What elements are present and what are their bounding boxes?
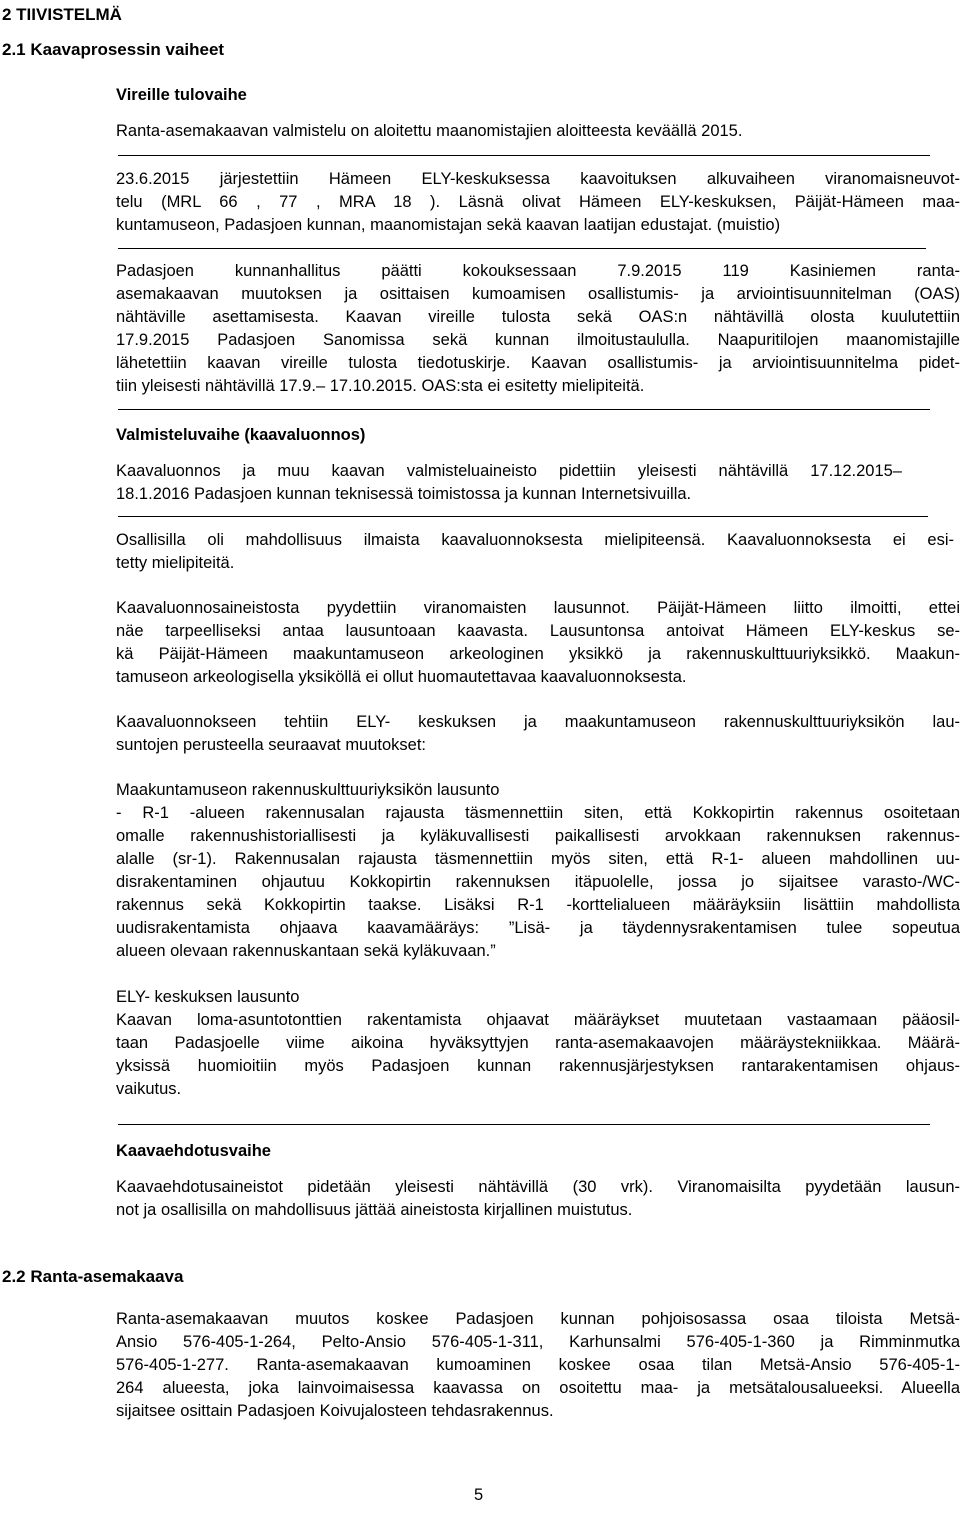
paragraph-line: Padasjoen kunnanhallitus päätti kokouksessaan 7.9.2015 119 Kasiniemen ranta-: [116, 262, 960, 280]
paragraph-line: disrakentaminen ohjautuu Kokkopirtin rakennuksen itäpuolelle, jossa jo sijaitsee varasto-/WC-: [116, 873, 960, 891]
paragraph-line: telu (MRL 66 , 77 , MRA 18 ). Läsnä olivat Hämeen ELY-keskuksen, Päijät-Hämeen maa-: [116, 193, 960, 211]
paragraph-line: Kaavaehdotusaineistot pidetään yleisesti nähtävillä (30 vrk). Viranomaisilta pyydetään lausun-: [116, 1178, 960, 1196]
separator-line: [118, 1124, 930, 1125]
paragraph-line: taan Padasjoelle viime aikoina hyväksyttyjen ranta-asemakaavojen määräystekniikkaa. Määrä-: [116, 1034, 960, 1052]
separator-line: [118, 155, 930, 156]
paragraph-line: - R-1 -alueen rakennusalan rajausta täsmennettiin siten, että Kokkopirtin rakennus osoitetaan: [116, 804, 960, 822]
separator-line: [118, 248, 926, 249]
paragraph-line: Kaavaluonnos ja muu kaavan valmisteluaineisto pidettiin yleisesti nähtävillä 17.12.2015–: [116, 462, 902, 480]
paragraph-line: vaikutus.: [116, 1080, 182, 1098]
paragraph-line: nähtäville asettamisesta. Kaavan vireille tulosta sekä OAS:n nähtävillä olosta kuulutettiin: [116, 308, 960, 326]
paragraph-line: Ranta-asemakaavan muutos koskee Padasjoen kunnan pohjoisosassa osaa tiloista Metsä-: [116, 1310, 960, 1328]
paragraph-line: uudisrakentamista ohjaava kaavamääräys: ”Lisä- ja täydennysrakentamisen tulee sopeutua: [116, 919, 960, 937]
paragraph-line: tiin yleisesti nähtävillä 17.9.– 17.10.2015. OAS:sta ei esitetty mielipiteitä.: [116, 377, 645, 395]
page-number: 5: [474, 1486, 484, 1504]
paragraph-line: kuntamuseon, Padasjoen kunnan, maanomistajan sekä kaavan laatijan edustajat. (muistio): [116, 216, 781, 234]
paragraph-line: sijaitsee osittain Padasjoen Koivujalosteen tehdasrakennus.: [116, 1402, 554, 1420]
subsection-title-valmistelu: Valmisteluvaihe (kaavaluonnos): [116, 426, 366, 444]
subsection-title-vireille: Vireille tulovaihe: [116, 86, 247, 104]
paragraph-line: suntojen perusteella seuraavat muutokset:: [116, 736, 427, 754]
paragraph-line: 18.1.2016 Padasjoen kunnan teknisessä toimistossa ja kunnan Internetsivuilla.: [116, 485, 692, 503]
separator-line: [118, 516, 928, 517]
paragraph-line: tetty mielipiteitä.: [116, 554, 235, 572]
paragraph-line: yksissä huomioitiin myös Padasjoen kunnan rakennusjärjestyksen rantarakentamisen ohjaus-: [116, 1057, 960, 1075]
paragraph-line: Ansio 576-405-1-264, Pelto-Ansio 576-405-1-311, Karhunsalmi 576-405-1-360 ja Rimminmutka: [116, 1333, 960, 1351]
paragraph-line: lähetettiin kaavan vireille tulosta tiedotuskirje. Kaavan osallistumis- ja arviointisuunnitelma pidet-: [116, 354, 960, 372]
paragraph-line: ELY- keskuksen lausunto: [116, 988, 300, 1006]
paragraph-line: omalle rakennushistoriallisesti ja kyläkuvallisesti paikallisesti arvokkaan rakennuksen rakennus-: [116, 827, 960, 845]
paragraph-line: Kaavaluonnokseen tehtiin ELY- keskuksen ja maakuntamuseon rakennuskulttuuriyksikön lau-: [116, 713, 960, 731]
paragraph-line: Osallisilla oli mahdollisuus ilmaista kaavaluonnoksesta mielipiteensä. Kaavaluonnoksesta ei esi-: [116, 531, 954, 549]
paragraph-line: 17.9.2015 Padasjoen Sanomissa sekä kunnan ilmoitustaululla. Naapuritilojen maanomistajille: [116, 331, 960, 349]
paragraph-line: asemakaavan muutoksen ja osittaisen kumoamisen osallistumis- ja arviointisuunnitelman (OAS): [116, 285, 960, 303]
paragraph-line: alueen olevaan rakennuskantaan sekä kyläkuvaan.”: [116, 942, 496, 960]
paragraph-line: tamuseon arkeologisella yksiköllä ei ollut huomautettavaa kaavaluonnoksesta.: [116, 668, 687, 686]
section-heading-2-2: 2.2 Ranta-asemakaava: [2, 1267, 184, 1286]
paragraph-line: näe tarpeelliseksi antaa lausuntoaan kaavasta. Lausuntonsa antoivat Hämeen ELY-keskus se-: [116, 622, 960, 640]
paragraph-line: not ja osallisilla on mahdollisuus jättää aineistosta kirjallinen muistutus.: [116, 1201, 633, 1219]
paragraph-line: Maakuntamuseon rakennuskulttuuriyksikön lausunto: [116, 781, 500, 799]
separator-line: [118, 409, 930, 410]
paragraph-line: rakennus sekä Kokkopirtin taakse. Lisäksi R-1 -korttelialueen määräyksiin lisättiin mahdollista: [116, 896, 960, 914]
paragraph-line: 264 alueesta, joka lainvoimaisessa kaavassa on osoitettu maa- ja metsätalousalueeksi. Alueella: [116, 1379, 960, 1397]
paragraph-line: Ranta-asemakaavan valmistelu on aloitettu maanomistajien aloitteesta keväällä 2015.: [116, 122, 743, 140]
paragraph-line: alalle (sr-1). Rakennusalan rajausta täsmennettiin myös siten, että R-1- alueen mahdollinen uu-: [116, 850, 960, 868]
paragraph-line: 23.6.2015 järjestettiin Hämeen ELY-keskuksessa kaavoituksen alkuvaiheen viranomaisneuvot-: [116, 170, 960, 188]
paragraph-line: 576-405-1-277. Ranta-asemakaavan kumoaminen koskee osaa tilan Metsä-Ansio 576-405-1-: [116, 1356, 960, 1374]
paragraph-line: Kaavaluonnosaineistosta pyydettiin viranomaisten lausunnot. Päijät-Hämeen liitto ilmoitti, ettei: [116, 599, 960, 617]
paragraph-line: kä Päijät-Hämeen maakuntamuseon arkeologinen yksikkö ja rakennuskulttuuriyksikkö. Maakun-: [116, 645, 960, 663]
subsection-title-ehdotus: Kaavaehdotusvaihe: [116, 1142, 271, 1160]
main-heading: 2 TIIVISTELMÄ: [2, 5, 122, 24]
paragraph-line: Kaavan loma-asuntotonttien rakentamista ohjaavat määräykset muutetaan vastaamaan pääosil-: [116, 1011, 960, 1029]
section-heading-2-1: 2.1 Kaavaprosessin vaiheet: [2, 40, 225, 59]
